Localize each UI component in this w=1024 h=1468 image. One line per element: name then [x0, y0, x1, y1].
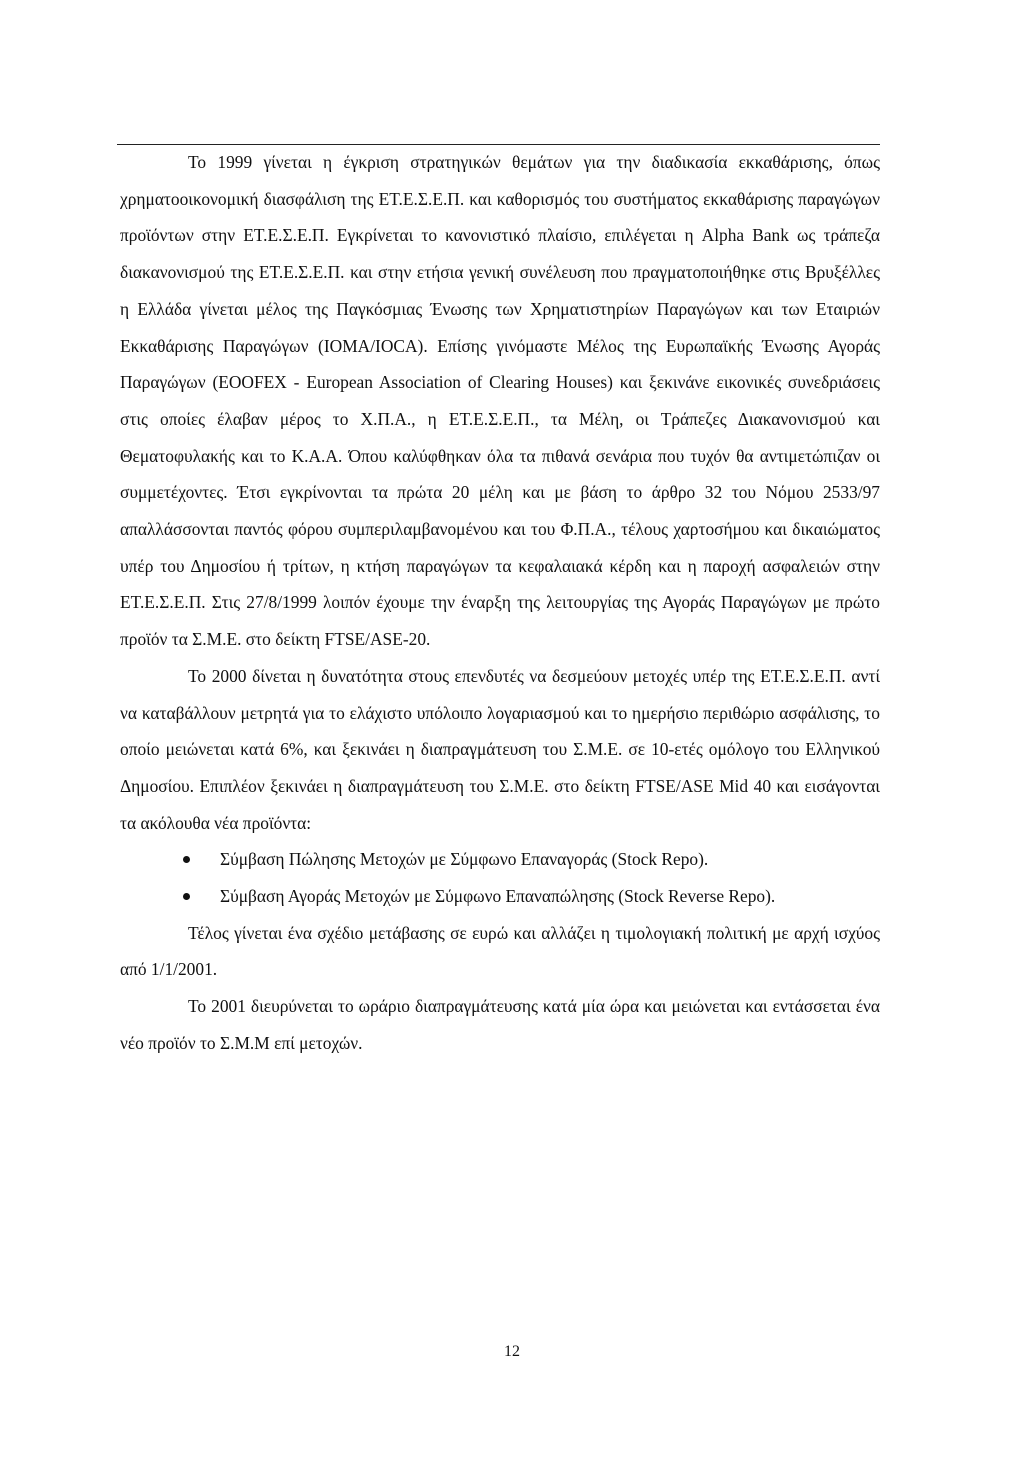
list-item — [120, 878, 880, 915]
list-item-text: Σύμβαση Πώλησης Μετοχών με Σύμφωνο Επαναγοράς (Stock Repo). — [220, 849, 709, 870]
list-item-text: Σύμβαση Αγοράς Μετοχών με Σύμφωνο Επαναπώλησης (Stock Reverse Repo). — [220, 886, 776, 907]
bullet-icon — [183, 893, 190, 900]
list-item — [120, 841, 880, 878]
bullet-icon — [183, 856, 190, 863]
paragraph-1999: Το 1999 γίνεται η έγκριση στρατηγικών θεμάτων για την διαδικασία εκκαθάρισης, όπως χρηματοοικονομική διασφάλιση της ΕΤ.Ε.Σ.Ε.Π. και καθορισμός του συστήματος εκκαθάρισης παραγώγων προϊόντων στην ΕΤ.Ε.Σ.Ε.Π. Εγκρίνεται το κανονιστικό πλαίσιο, επιλέγεται η Alpha Bank ως τράπεζα διακανονισμού της ΕΤ.Ε.Σ.Ε.Π. και στην ετήσια γενική συνέλευση που πραγματοποιήθηκε στις Βρυξέλλες η Ελλάδα γίνεται μέλος της Παγκόσμιας Ένωσης των Χρηματιστηρίων Παραγώγων και των Εταιριών Εκκαθάρισης Παραγώγων (ΙΟΜΑ/ΙΟCA). Επίσης γινόμαστε Μέλος της Ευρωπαϊκής Ένωσης Αγοράς Παραγώγων (ΕΟΟFEX - European Association of Clearing Houses) και ξεκινάνε εικονικές συνεδριάσεις στις οποίες έλαβαν μέρος το Χ.Π.Α., η ΕΤ.Ε.Σ.Ε.Π., τα Μέλη, οι Τράπεζες Διακανονισμού και Θεματοφυλακής και το Κ.Α.Α. Όπου καλύφθηκαν όλα τα πιθανά σενάρια που τυχόν θα αντιμετώπιζαν οι συμμετέχοντες. Έτσι εγκρίνονται τα πρώτα 20 μέλη και με βάση το άρθρο 32 του Νόμου 2533/97 απαλλάσσονται παντός φόρου συμπεριλαμβανομένου και του Φ.Π.Α., τέλους χαρτοσήμου και δικαιώματος υπέρ του Δημοσίου ή τρίτων, η κτήση παραγώγων τα κεφαλαιακά κέρδη και η παροχή ασφαλειών στην ΕΤ.Ε.Σ.Ε.Π. Στις 27/8/1999 λοιπόν έχουμε την έναρξη της λειτουργίας της Αγοράς Παραγώγων με πρώτο προϊόν τα Σ.Μ.Ε. στο δείκτη FTSE/ASE-20. — [120, 152, 880, 650]
page-number: 12 — [504, 1343, 520, 1360]
paragraph-2000: Το 2000 δίνεται η δυνατότητα στους επενδυτές να δεσμεύουν μετοχές υπέρ της ΕΤ.Ε.Σ.Ε.Π. αντί να καταβάλλουν μετρητά για το ελάχιστο υπόλοιπο λογαριασμού και το ημερήσιο περιθώριο ασφάλισης, το οποίο μειώνεται κατά 6%, και ξεκινάει η διαπραγμάτευση του Σ.Μ.Ε. σε 10-ετές ομόλογο του Ελληνικού Δημοσίου. Επιπλέον ξεκινάει η διαπραγμάτευση του Σ.Μ.Ε. στο δείκτη FTSE/ASE Mid 40 και εισάγονται τα ακόλουθα νέα προϊόντα: — [120, 665, 880, 833]
paragraph-2001: Το 2001 διευρύνεται το ωράριο διαπραγμάτευσης κατά μία ώρα και μειώνεται και εντάσσεται ένα νέο προϊόν το Σ.Μ.Μ επί μετοχών. — [120, 996, 880, 1053]
body-text — [120, 144, 880, 1062]
paragraph-euro-transition: Τέλος γίνεται ένα σχέδιο μετάβασης σε ευρώ και αλλάζει η τιμολογιακή πολιτική με αρχή ισχύος από 1/1/2001. — [120, 922, 880, 980]
new-products-list — [120, 841, 880, 914]
